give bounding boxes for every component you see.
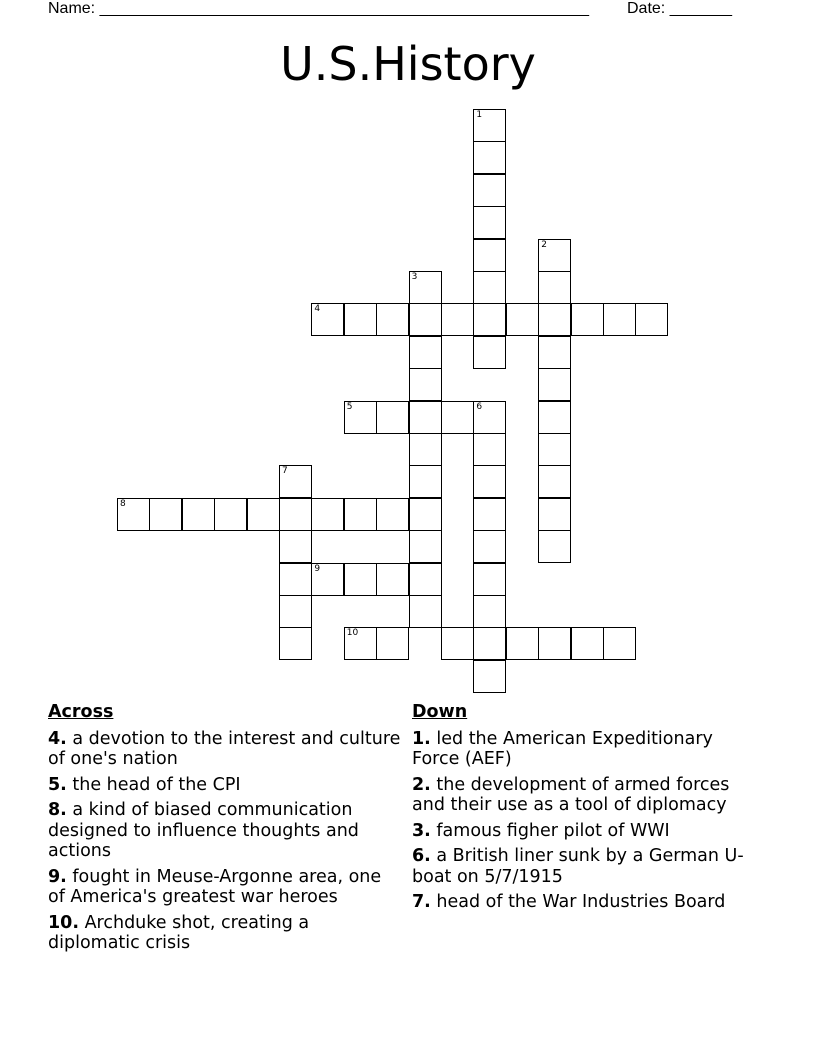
- cell-number: 5: [346, 401, 353, 412]
- crossword-cell[interactable]: [635, 303, 668, 336]
- crossword-cell[interactable]: [311, 498, 344, 531]
- crossword-cell[interactable]: [473, 271, 506, 304]
- crossword-cell[interactable]: [473, 498, 506, 531]
- clue-number: 1.: [412, 728, 431, 749]
- crossword-cell[interactable]: [409, 401, 442, 434]
- clue-text: a devotion to the interest and culture of one's nation: [48, 728, 401, 769]
- crossword-cell[interactable]: [538, 433, 571, 466]
- crossword-cell[interactable]: [538, 303, 571, 336]
- crossword-cell[interactable]: [571, 627, 604, 660]
- crossword-cell[interactable]: [473, 595, 506, 628]
- crossword-cell[interactable]: [279, 530, 312, 563]
- crossword-cell[interactable]: [473, 627, 506, 660]
- crossword-cell[interactable]: [473, 174, 506, 207]
- crossword-cell[interactable]: [473, 465, 506, 498]
- crossword-cell[interactable]: [538, 336, 571, 369]
- crossword-cell[interactable]: [149, 498, 182, 531]
- clue-number: 6.: [412, 846, 431, 866]
- cell-number: 1: [476, 110, 483, 120]
- crossword-cell[interactable]: [376, 627, 409, 660]
- cell-number: 10: [346, 628, 359, 639]
- crossword-cell[interactable]: [279, 563, 312, 596]
- crossword-cell[interactable]: [344, 498, 377, 531]
- crossword-cell[interactable]: [473, 530, 506, 563]
- clue-text: Archduke shot, creating a diplomatic crisis: [48, 912, 310, 953]
- crossword-cell[interactable]: [473, 141, 506, 174]
- date-field-label[interactable]: Date: _______: [627, 0, 732, 17]
- crossword-cell[interactable]: [376, 401, 409, 434]
- cell-number: 4: [314, 304, 321, 315]
- crossword-cell[interactable]: [376, 563, 409, 596]
- clue-number: 4.: [48, 728, 67, 749]
- clue-across-9: [48, 867, 403, 908]
- page-title: U.S.History: [280, 37, 536, 91]
- crossword-cell[interactable]: [409, 303, 442, 336]
- crossword-cell[interactable]: [376, 498, 409, 531]
- crossword-cell[interactable]: [311, 563, 344, 596]
- crossword-cell[interactable]: [279, 627, 312, 660]
- crossword-cell[interactable]: [409, 336, 442, 369]
- crossword-cell[interactable]: [506, 627, 539, 660]
- cell-number: 6: [476, 401, 483, 412]
- crossword-cell[interactable]: [409, 563, 442, 596]
- crossword-cell[interactable]: [473, 303, 506, 336]
- clue-text: a kind of biased communication designed to influence thoughts and actions: [48, 800, 359, 861]
- clue-down-6: [412, 846, 752, 887]
- crossword-cell[interactable]: [538, 627, 571, 660]
- crossword-cell[interactable]: [473, 401, 506, 434]
- crossword-cell[interactable]: [538, 498, 571, 531]
- crossword-cell[interactable]: [571, 303, 604, 336]
- crossword-cell[interactable]: [538, 239, 571, 272]
- crossword-cell[interactable]: [409, 595, 442, 628]
- crossword-cell[interactable]: [344, 401, 377, 434]
- cell-number: 2: [541, 239, 547, 250]
- clue-text: head of the War Industries Board: [430, 892, 726, 912]
- crossword-cell[interactable]: [182, 498, 215, 531]
- crossword-cell[interactable]: [473, 336, 506, 369]
- clue-across-10: [48, 913, 403, 954]
- crossword-cell[interactable]: [538, 368, 571, 401]
- clue-text: a British liner sunk by a German U-boat on 5/7/1915: [412, 846, 744, 887]
- across-clues: [48, 702, 403, 959]
- clue-down-3: [412, 821, 752, 842]
- cell-number: 3: [411, 272, 418, 282]
- crossword-cell[interactable]: [538, 271, 571, 304]
- clue-text: led the American Expeditionary Force (AEF): [412, 728, 713, 769]
- clue-across-8: [48, 800, 403, 862]
- crossword-cell[interactable]: [603, 303, 636, 336]
- clue-text: fought in Meuse-Argonne area, one of America's greatest war heroes: [48, 866, 382, 907]
- crossword-cell[interactable]: [409, 498, 442, 531]
- clue-number: 7.: [412, 892, 431, 912]
- crossword-cell[interactable]: [473, 660, 506, 693]
- crossword-cell[interactable]: [344, 627, 377, 660]
- crossword-cell[interactable]: [279, 498, 312, 531]
- crossword-cell[interactable]: [473, 239, 506, 272]
- crossword-cell[interactable]: [441, 627, 474, 660]
- down-clues: [412, 702, 752, 918]
- crossword-cell[interactable]: [506, 303, 539, 336]
- crossword-cell[interactable]: [538, 530, 571, 563]
- crossword-cell[interactable]: [279, 465, 312, 498]
- crossword-cell[interactable]: [311, 303, 344, 336]
- crossword-cell[interactable]: [344, 563, 377, 596]
- clue-number: 3.: [412, 820, 431, 841]
- crossword-cell[interactable]: [344, 303, 377, 336]
- across-heading: Across: [48, 702, 114, 722]
- clue-across-5: [48, 775, 403, 796]
- clue-down-1: [412, 729, 752, 770]
- crossword-cell[interactable]: [441, 401, 474, 434]
- clue-number: 9.: [48, 866, 67, 887]
- clue-number: 10.: [48, 912, 80, 933]
- clue-down-2: [412, 775, 752, 816]
- clue-text: the development of armed forces and their use as a tool of diplomacy: [412, 774, 730, 815]
- clue-down-7: [412, 892, 752, 913]
- clue-text: the head of the CPI: [66, 774, 241, 795]
- crossword-cell[interactable]: [279, 595, 312, 628]
- crossword-cell[interactable]: [376, 303, 409, 336]
- clue-text: famous figher pilot of WWI: [430, 820, 670, 841]
- cell-number: 9: [314, 563, 321, 574]
- crossword-cell[interactable]: [538, 465, 571, 498]
- crossword-cell[interactable]: [473, 109, 506, 142]
- crossword-cell[interactable]: [214, 498, 247, 531]
- clue-number: 2.: [412, 774, 431, 795]
- name-field-label[interactable]: Name: _______________________________________________________: [48, 0, 589, 17]
- clue-number: 8.: [48, 800, 67, 820]
- crossword-cell[interactable]: [473, 563, 506, 596]
- crossword-cell[interactable]: [473, 433, 506, 466]
- crossword-cell[interactable]: [409, 530, 442, 563]
- crossword-cell[interactable]: [441, 303, 474, 336]
- crossword-cell[interactable]: [247, 498, 280, 531]
- crossword-cell[interactable]: [117, 498, 150, 531]
- crossword-cell[interactable]: [538, 401, 571, 434]
- crossword-cell[interactable]: [603, 627, 636, 660]
- crossword-cell[interactable]: [409, 368, 442, 401]
- down-heading: Down: [412, 702, 468, 722]
- crossword-cell[interactable]: [409, 465, 442, 498]
- crossword-cell[interactable]: [409, 271, 442, 304]
- cell-number: 7: [282, 466, 288, 477]
- clue-across-4: [48, 729, 403, 770]
- crossword-cell[interactable]: [473, 206, 506, 239]
- clue-number: 5.: [48, 774, 67, 795]
- crossword-cell[interactable]: [409, 433, 442, 466]
- cell-number: 8: [120, 498, 126, 509]
